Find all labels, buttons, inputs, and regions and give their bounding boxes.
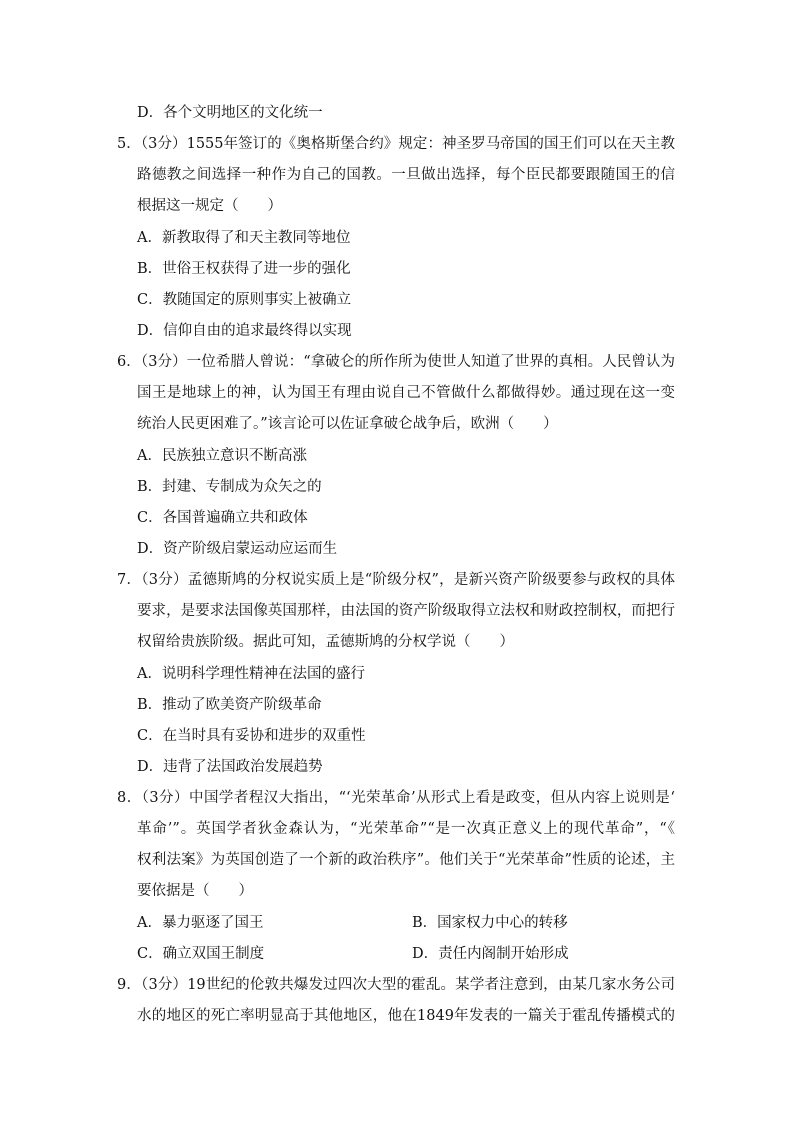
question-7-line-3: 权留给贵族阶级。据此可知，孟德斯鸠的分权学说（ ）	[137, 634, 514, 650]
question-8-line-2: 革命’”。英国学者狄金森认为，“光荣革命”“是一次真正意义上的现代革命”，“《	[137, 821, 675, 837]
question-5-option-c: C．教随国定的原则事实上被确立	[137, 292, 352, 308]
question-9-line-2: 水的地区的死亡率明显高于其他地区，他在1849年发表的一篇关于霍乱传播模式的	[137, 1008, 675, 1024]
question-6-line-1: 6．（3分）一位希腊人曾说：“拿破仑的所作所为使世人知道了世界的真相。人民曾认为	[117, 354, 675, 370]
question-5-line-2: 路德教之间选择一种作为自己的国教。一旦做出选择，每个臣民都要跟随国王的信	[137, 167, 675, 183]
question-7-option-d: D．违背了法国政治发展趋势	[137, 759, 323, 775]
question-6-option-d: D．资产阶级启蒙运动应运而生	[137, 541, 338, 557]
question-7-option-b: B．推动了欧美资产阶级革命	[137, 697, 322, 713]
question-6-option-a: A．民族独立意识不断高涨	[137, 448, 307, 464]
question-8-line-1: 8．（3分）中国学者程汉大指出，“‘光荣革命’从形式上看是政变，但从内容上说则是‘	[117, 790, 675, 806]
option-d-q4: D．各个文明地区的文化统一	[137, 105, 323, 121]
question-8-option-d: D．责任内阁制开始形成	[412, 946, 569, 962]
question-7-line-2: 要求，是要求法国像英国那样，由法国的资产阶级取得立法权和财政控制权，而把行	[137, 603, 675, 619]
question-5-option-b: B．世俗王权获得了进一步的强化	[137, 261, 351, 277]
question-7-option-c: C．在当时具有妥协和进步的双重性	[137, 728, 366, 744]
question-7-option-a: A．说明科学理性精神在法国的盛行	[137, 666, 365, 682]
question-8-option-a: A．暴力驱逐了国王	[137, 915, 264, 931]
question-8-line-4: 要依据是（ ）	[137, 883, 253, 899]
question-8-option-c: C．确立双国王制度	[137, 946, 265, 962]
question-7-line-1: 7．（3分）孟德斯鸠的分权说实质上是“阶级分权”，是新兴资产阶级要参与政权的具体	[117, 572, 675, 588]
question-9-line-1: 9．（3分）19世纪的伦敦共爆发过四次大型的霍乱。某学者注意到，由某几家水务公司	[117, 977, 675, 993]
question-6-option-c: C．各国普遍确立共和政体	[137, 510, 308, 526]
question-6-line-3: 统治人民更困难了。”该言论可以佐证拿破仑战争后，欧洲（ ）	[137, 416, 558, 432]
question-8-line-3: 权利法案》为英国创造了一个新的政治秩序”。他们关于“光荣革命”性质的论述，主	[137, 852, 675, 868]
question-5-line-1: 5．（3分）1555年签订的《奥格斯堡合约》规定：神圣罗马帝国的国王们可以在天主教	[117, 136, 675, 152]
question-8-option-b: B．国家权力中心的转移	[412, 915, 568, 931]
question-6-line-2: 国王是地球上的神，认为国王有理由说自己不管做什么都做得妙。通过现在这一变	[137, 385, 675, 401]
question-5-option-a: A．新教取得了和天主教同等地位	[137, 230, 351, 246]
question-5-line-3: 根据这一规定（ ）	[137, 198, 282, 214]
question-5-option-d: D．信仰自由的追求最终得以实现	[137, 323, 352, 339]
question-6-option-b: B．封建、专制成为众矢之的	[137, 479, 322, 495]
